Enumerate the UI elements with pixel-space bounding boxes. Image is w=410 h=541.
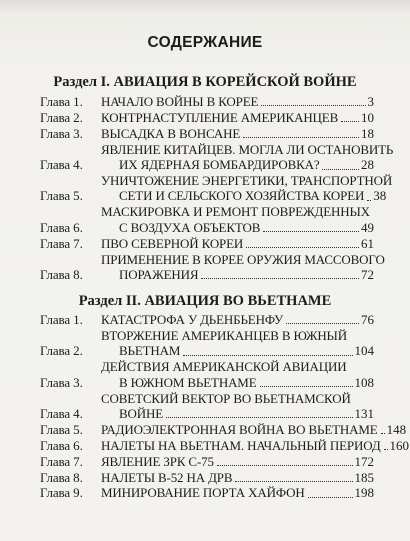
chapter-number: Глава 7. xyxy=(40,453,83,469)
page-number: 61 xyxy=(361,235,374,251)
chapter-number: Глава 2. xyxy=(40,343,83,359)
toc-entry xyxy=(40,328,374,359)
chapter-number: Глава 8. xyxy=(40,469,83,485)
chapter-title-last-line xyxy=(101,157,374,172)
chapter-title-line: ДЕЙСТВИЯ АМЕРИКАНСКОЙ АВИАЦИИ xyxy=(101,359,347,375)
chapter-title-last-line xyxy=(101,406,374,421)
chapter-title-block xyxy=(101,126,374,141)
chapter-title-line: МИНИРОВАНИЕ ПОРТА ХАЙФОН xyxy=(101,485,305,501)
chapter-title-block xyxy=(101,470,374,485)
chapter-title-last-line xyxy=(101,485,374,500)
chapter-title-line: ВТОРЖЕНИЕ АМЕРИКАНЦЕВ В ЮЖНЫЙ xyxy=(101,327,347,343)
chapter-title-last-line xyxy=(101,94,374,109)
chapter-number: Глава 3. xyxy=(40,374,83,390)
section-heading-1: Раздел I. АВИАЦИЯ В КОРЕЙСКОЙ ВОЙНЕ xyxy=(53,74,357,90)
chapter-title-line: ВЫСАДКА В ВОНСАНЕ xyxy=(101,125,241,141)
chapter-title-line: ПОРАЖЕНИЯ xyxy=(119,266,199,282)
chapter-number: Глава 5. xyxy=(40,188,83,204)
chapter-title-block xyxy=(101,454,374,469)
toc-list-section-1 xyxy=(40,94,394,283)
toc-entry xyxy=(40,126,374,141)
dot-leader xyxy=(263,231,359,232)
chapter-title-last-line xyxy=(101,454,374,469)
chapter-number: Глава 1. xyxy=(40,312,83,327)
chapter-title-line: ИХ ЯДЕРНАЯ БОМБАРДИРОВКА? xyxy=(119,157,320,173)
toc-entry xyxy=(40,204,374,235)
chapter-title-block xyxy=(101,485,374,500)
dot-leader xyxy=(322,169,359,170)
chapter-title-block xyxy=(101,94,374,109)
page-number: 18 xyxy=(361,125,374,141)
chapter-title-last-line xyxy=(101,470,374,485)
chapter-title-line: ВЬЕТНАМ xyxy=(119,343,181,359)
section-heading-2: Раздел II. АВИАЦИЯ ВО ВЬЕТНАМЕ xyxy=(78,293,332,309)
chapter-title-block xyxy=(101,359,374,390)
chapter-title-last-line xyxy=(101,126,374,141)
dot-leader xyxy=(384,449,388,450)
chapter-title-line: НАЛЕТЫ НА ВЬЕТНАМ. НАЧАЛЬНЫЙ ПЕРИОД xyxy=(101,437,381,453)
dot-leader xyxy=(235,481,352,482)
toc-entry xyxy=(40,251,385,283)
chapter-title-line: РАДИОЭЛЕКТРОННАЯ ВОЙНА ВО ВЬЕТНАМЕ xyxy=(101,421,378,437)
toc-entry xyxy=(40,236,374,251)
chapter-title-last-line xyxy=(101,267,374,282)
page-number: 198 xyxy=(354,485,374,501)
chapter-number: Глава 4. xyxy=(40,157,83,173)
toc-entry xyxy=(40,421,407,437)
page-number: 10 xyxy=(361,109,374,125)
toc-entry xyxy=(40,173,393,204)
page-number: 108 xyxy=(354,374,374,390)
chapter-title-block xyxy=(101,173,393,204)
dot-leader xyxy=(246,247,359,248)
page-number: 76 xyxy=(361,312,374,327)
page-number: 160 xyxy=(389,437,410,453)
chapter-title-line: В ЮЖНОМ ВЬЕТНАМЕ xyxy=(119,374,257,390)
chapter-title-line: КОНТРНАСТУПЛЕНИЕ АМЕРИКАНЦЕВ xyxy=(101,109,339,125)
chapter-number: Глава 2. xyxy=(40,109,83,125)
chapter-number: Глава 6. xyxy=(40,437,83,453)
dot-leader xyxy=(261,105,365,106)
dot-leader xyxy=(183,355,352,356)
toc-entry xyxy=(40,470,374,485)
chapter-number: Глава 5. xyxy=(40,421,83,437)
chapter-title-last-line xyxy=(101,236,374,251)
toc-entry xyxy=(40,359,374,390)
chapter-title-line: ПВО СЕВЕРНОЙ КОРЕИ xyxy=(101,235,244,251)
dot-leader xyxy=(243,137,359,138)
page-number: 49 xyxy=(361,219,374,235)
page-number: 72 xyxy=(361,266,374,282)
chapter-title-line: ЯВЛЕНИЕ КИТАЙЦЕВ. МОГЛА ЛИ ОСТАНОВИТЬ xyxy=(101,141,394,157)
chapter-number: Глава 8. xyxy=(40,266,83,282)
dot-leader xyxy=(341,121,359,122)
page-number: 3 xyxy=(367,94,374,109)
chapter-title-line: НАЛЕТЫ В-52 НА ДРВ xyxy=(101,469,233,485)
toc-entry xyxy=(40,454,374,469)
chapter-title-line: МАСКИРОВКА И РЕМОНТ ПОВРЕЖДЕННЫХ xyxy=(101,204,370,220)
chapter-title-block xyxy=(101,312,374,327)
chapter-title-last-line xyxy=(101,312,374,327)
page-number: 172 xyxy=(354,453,374,469)
toc-list-section-2 xyxy=(40,312,410,501)
page-number: 148 xyxy=(386,421,407,437)
toc-entry xyxy=(40,94,374,109)
chapter-title-line: СОВЕТСКИЙ ВЕКТОР ВО ВЬЕТНАМСКОЙ xyxy=(101,390,351,406)
chapter-title-last-line xyxy=(101,421,407,437)
chapter-title-block xyxy=(101,251,385,283)
chapter-title-block xyxy=(101,141,394,173)
toc-entry xyxy=(40,110,374,125)
page-number: 28 xyxy=(361,157,374,173)
chapter-title-last-line xyxy=(101,110,374,125)
chapter-number: Глава 1. xyxy=(40,94,83,109)
chapter-number: Глава 9. xyxy=(40,485,83,501)
chapter-title-line: СЕТИ И СЕЛЬСКОГО ХОЗЯЙСТВА КОРЕИ xyxy=(119,188,365,204)
page-title: СОДЕРЖАНИЕ xyxy=(147,34,263,51)
chapter-title-block xyxy=(101,236,374,251)
dot-leader xyxy=(367,200,371,201)
chapter-title-last-line xyxy=(101,343,374,358)
chapter-title-block xyxy=(101,437,410,453)
dot-leader xyxy=(217,465,353,466)
chapter-number: Глава 3. xyxy=(40,125,83,141)
toc-entry xyxy=(40,437,410,453)
chapter-title-block xyxy=(101,328,374,359)
chapter-title-line: ЯВЛЕНИЕ ЗРК С-75 xyxy=(101,453,214,469)
page-number: 185 xyxy=(354,469,374,485)
page-number: 131 xyxy=(354,405,374,421)
chapter-title-line: КАТАСТРОФА У ДЬЕНБЬЕНФУ xyxy=(101,312,283,327)
chapter-number: Глава 7. xyxy=(40,235,83,251)
chapter-title-last-line xyxy=(101,375,374,390)
dot-leader xyxy=(308,497,353,498)
toc-entry xyxy=(40,391,374,422)
chapter-title-line: ВОЙНЕ xyxy=(119,405,164,421)
dot-leader xyxy=(286,323,359,324)
page-top-shadow xyxy=(0,0,410,14)
chapter-title-last-line xyxy=(101,437,410,453)
chapter-title-line: УНИЧТОЖЕНИЕ ЭНЕРГЕТИКИ, ТРАНСПОРТНОЙ xyxy=(101,173,393,189)
chapter-title-last-line xyxy=(101,188,387,204)
dot-leader xyxy=(201,278,359,279)
chapter-title-line: С ВОЗДУХА ОБЪЕКТОВ xyxy=(119,219,261,235)
chapter-number: Глава 4. xyxy=(40,405,83,421)
chapter-number: Глава 6. xyxy=(40,219,83,235)
chapter-title-line: НАЧАЛО ВОЙНЫ В КОРЕЕ xyxy=(101,94,259,109)
toc-entry xyxy=(40,312,374,327)
dot-leader xyxy=(166,417,352,418)
chapter-title-block xyxy=(101,110,374,125)
chapter-title-line: ПРИМЕНЕНИЕ В КОРЕЕ ОРУЖИЯ МАССОВОГО xyxy=(101,251,385,267)
chapter-title-block xyxy=(101,421,407,437)
chapter-title-block xyxy=(101,391,374,422)
toc-entry xyxy=(40,141,394,173)
page-number: 104 xyxy=(354,343,374,359)
dot-leader xyxy=(381,433,385,434)
toc-entry xyxy=(40,485,374,500)
page-number: 38 xyxy=(373,188,387,204)
chapter-title-last-line xyxy=(101,220,374,235)
dot-leader xyxy=(260,386,353,387)
chapter-title-block xyxy=(101,204,374,235)
